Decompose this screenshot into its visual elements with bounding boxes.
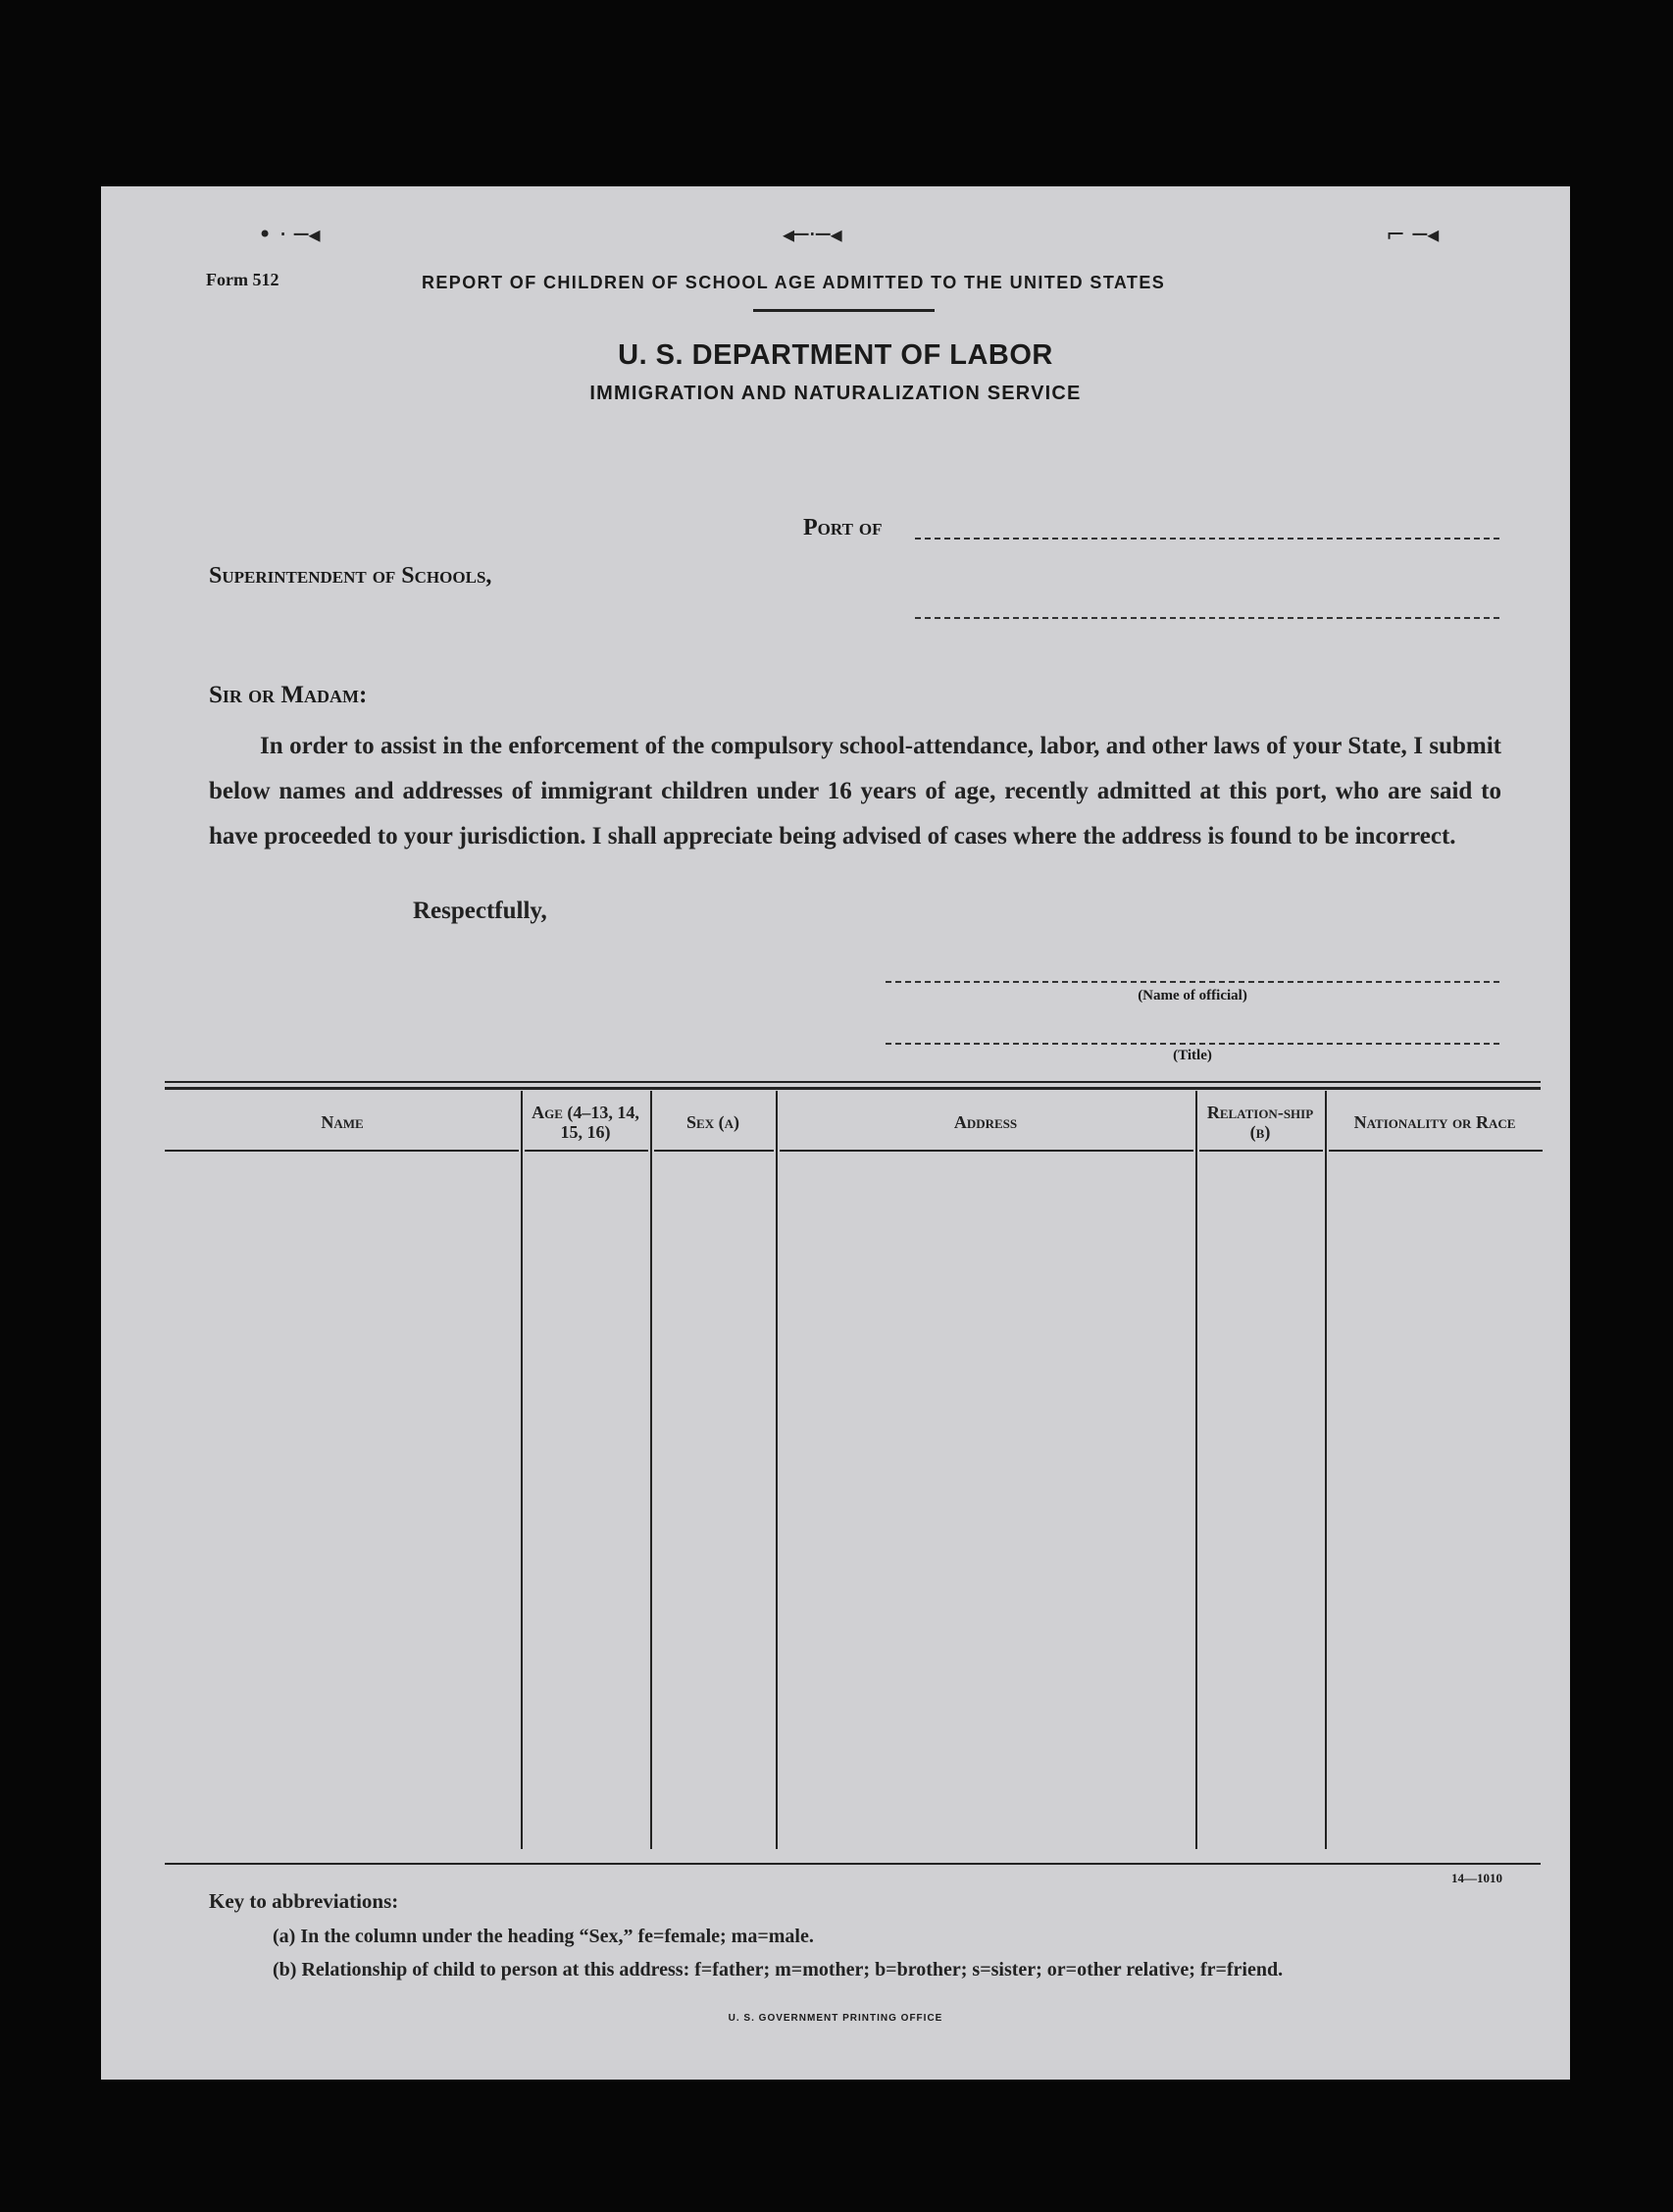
print-code: 14—1010 — [1451, 1871, 1502, 1885]
column-divider — [776, 1091, 778, 1849]
official-name-caption: (Name of official) — [1138, 988, 1247, 1003]
binder-mark-center: ◂─·─◂ — [783, 221, 842, 248]
salutation: Sir or Madam: — [209, 682, 368, 708]
port-field-line-2[interactable] — [915, 617, 1499, 619]
service-heading: IMMIGRATION AND NATURALIZATION SERVICE — [589, 383, 1082, 404]
column-divider — [650, 1091, 652, 1849]
header-rule — [780, 1150, 1193, 1152]
column-divider — [1325, 1091, 1327, 1849]
title-rule — [753, 309, 935, 312]
header-rule — [525, 1150, 648, 1152]
official-title-caption: (Title) — [1173, 1048, 1212, 1063]
column-divider — [1195, 1091, 1197, 1849]
column-divider — [521, 1091, 523, 1849]
key-relationship-abbreviations: (b) Relationship of child to person at this address: f=father; m=mother; b=brother; s=sister; or=other relative; fr=friend. — [273, 1959, 1284, 1981]
column-header-address: Address — [953, 1111, 1018, 1132]
header-rule — [1329, 1150, 1543, 1152]
table-bottom-rule — [165, 1863, 1541, 1865]
official-name-field[interactable] — [886, 981, 1499, 983]
binder-mark-left: • · ─◂ — [258, 221, 321, 248]
binder-mark-right: ⌐ ─◂ — [1386, 221, 1440, 248]
key-title: Key to abbreviations: — [209, 1889, 399, 1913]
header-rule — [165, 1150, 519, 1152]
form-page — [101, 186, 1570, 2080]
report-title: REPORT OF CHILDREN OF SCHOOL AGE ADMITTED TO THE UNITED STATES — [422, 273, 1166, 292]
superintendent-label: Superintendent of Schools, — [209, 563, 492, 589]
table-top-rule-thick — [165, 1087, 1541, 1090]
header-rule — [654, 1150, 774, 1152]
port-label: Port of — [803, 515, 883, 540]
column-header-relationship: Relation-ship (b) — [1206, 1102, 1314, 1142]
column-header-name: Name — [321, 1111, 364, 1132]
header-rule — [1199, 1150, 1323, 1152]
column-header-age: Age (4–13, 14, 15, 16) — [532, 1102, 639, 1142]
port-field[interactable] — [915, 538, 1499, 540]
key-sex-abbreviations: (a) In the column under the heading “Sex,” fe=female; ma=male. — [273, 1926, 814, 1947]
letter-paragraph: In order to assist in the enforcement of the compulsory school-attendance, labor, and other laws of your State, I submit below names and addresses of immigrant children under 16 years of age, recently admitted at this port, who are said to have proceeded to your jurisdiction. I shall appreciate being advised of cases where the address is found to be incorrect. — [209, 733, 1501, 849]
table-top-rule — [165, 1081, 1541, 1083]
official-title-field[interactable] — [886, 1043, 1499, 1045]
printer-imprint: U. S. GOVERNMENT PRINTING OFFICE — [728, 2013, 943, 2024]
closing: Respectfully, — [413, 898, 547, 924]
column-header-sex: Sex (a) — [686, 1111, 739, 1132]
letter-body — [209, 724, 1501, 859]
form-number: Form 512 — [206, 270, 279, 289]
department-heading: U. S. DEPARTMENT OF LABOR — [618, 339, 1053, 371]
column-header-nationality: Nationality or Race — [1353, 1111, 1516, 1132]
